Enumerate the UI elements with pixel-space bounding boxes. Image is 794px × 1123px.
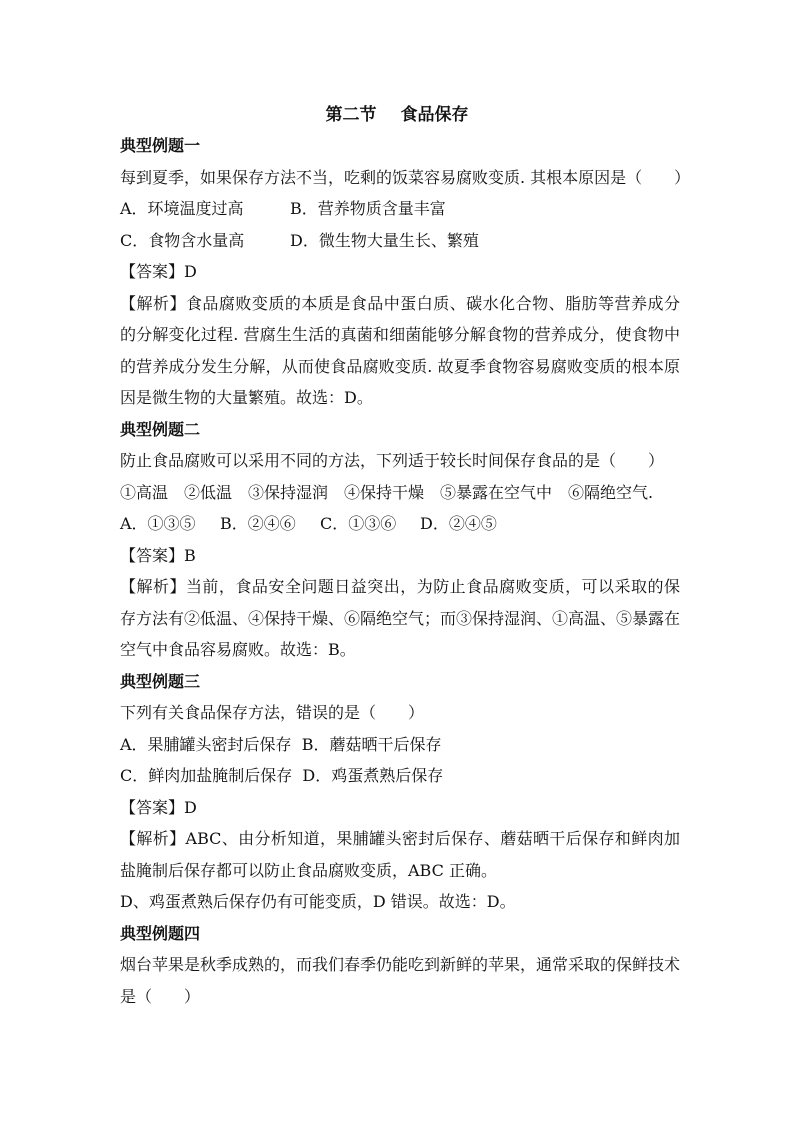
option-c: C．①③⑥ — [320, 514, 397, 533]
example-1-options-row-2 — [120, 225, 680, 257]
option-d: D．微生物大量生长、繁殖 — [290, 230, 479, 250]
analysis-text: 食品腐败变质的本质是食品中蛋白质、碳水化合物、脂肪等营养成分的分解变化过程. 营腐生生活的真菌和细菌能够分解食物的营养成分，使食物中的营养成分发生分解，从而使食品腐败变质. 故夏季食物容易腐败变质的根本原因是微生物的大量繁殖。故选：D。 — [120, 293, 680, 407]
option-b: B．②④⑥ — [220, 514, 296, 533]
title-topic: 食品保存 — [400, 105, 469, 125]
answer-value: B — [184, 545, 196, 565]
title-section: 第二节 — [325, 105, 377, 125]
answer-label: 【答案】 — [120, 545, 185, 565]
option-d: D．②④⑤ — [420, 514, 497, 533]
example-3-analysis-continued: D、鸡蛋煮熟后保存仍有可能变质，D 错误。故选：D。 — [120, 892, 516, 911]
example-4-heading: 典型例题四 — [120, 923, 201, 943]
example-1-question: 每到夏季，如果保存方法不当，吃剩的饭菜容易腐败变质. 其根本原因是（ ） — [120, 167, 691, 187]
option-c: C．食物含水量高 — [120, 230, 245, 250]
example-3-analysis — [120, 823, 680, 886]
answer-label: 【答案】 — [120, 262, 185, 281]
example-4-question: 烟台苹果是秋季成熟的，而我们春季仍能吃到新鲜的苹果，通常采取的保鲜技术是（ ） — [120, 955, 681, 1006]
example-1-answer — [120, 256, 680, 288]
option-a: A．环境温度过高 — [120, 199, 244, 218]
option-b: B．营养物质含量丰富 — [290, 199, 446, 218]
example-2-items: ①高温 ②低温 ③保持湿润 ④保持干燥 ⑤暴露在空气中 ⑥隔绝空气. — [120, 482, 654, 502]
example-3-question: 下列有关食品保存方法，错误的是（ ） — [120, 703, 425, 722]
example-2-question: 防止食品腐败可以采用不同的方法，下列适于较长时间保存食品的是（ ） — [120, 451, 665, 470]
option-c: C．鲜肉加盐腌制后保存 — [120, 766, 293, 785]
example-2-heading: 典型例题二 — [120, 419, 201, 439]
example-3-options-row-2 — [120, 760, 680, 792]
option-a: A．①③⑤ — [120, 514, 196, 533]
example-1-analysis — [120, 288, 680, 414]
option-b: B．蘑菇晒干后保存 — [301, 734, 442, 754]
analysis-label: 【解析】 — [120, 829, 186, 848]
analysis-label: 【解析】 — [120, 577, 186, 596]
example-2-analysis — [120, 571, 680, 666]
option-d: D．鸡蛋煮熟后保存 — [302, 766, 444, 785]
example-3-answer — [120, 792, 680, 824]
example-3-options-row-1 — [120, 729, 680, 761]
example-1-options-row-1 — [120, 193, 680, 225]
content — [120, 130, 691, 1012]
option-a: A．果脯罐头密封后保存 — [120, 734, 292, 754]
example-2-options — [120, 508, 680, 540]
example-1-heading: 典型例题一 — [120, 136, 201, 155]
page-title — [0, 100, 794, 125]
analysis-text: 当前，食品安全问题日益突出，为防止食品腐败变质，可以采取的保存方法有②低温、④保持干燥、⑥隔绝空气；而③保持湿润、①高温、⑤暴露在空气中食品容易腐败。故选：B。 — [120, 577, 681, 659]
analysis-label: 【解析】 — [120, 293, 186, 313]
answer-value: D — [184, 262, 197, 281]
answer-value: D — [184, 797, 197, 817]
answer-label: 【答案】 — [120, 797, 185, 817]
example-3-heading: 典型例题三 — [120, 671, 201, 691]
analysis-text: ABC、由分析知道，果脯罐头密封后保存、蘑菇晒干后保存和鲜肉加盐腌制后保存都可以防止食品腐败变质，ABC 正确。 — [120, 829, 680, 880]
example-2-answer — [120, 540, 680, 572]
